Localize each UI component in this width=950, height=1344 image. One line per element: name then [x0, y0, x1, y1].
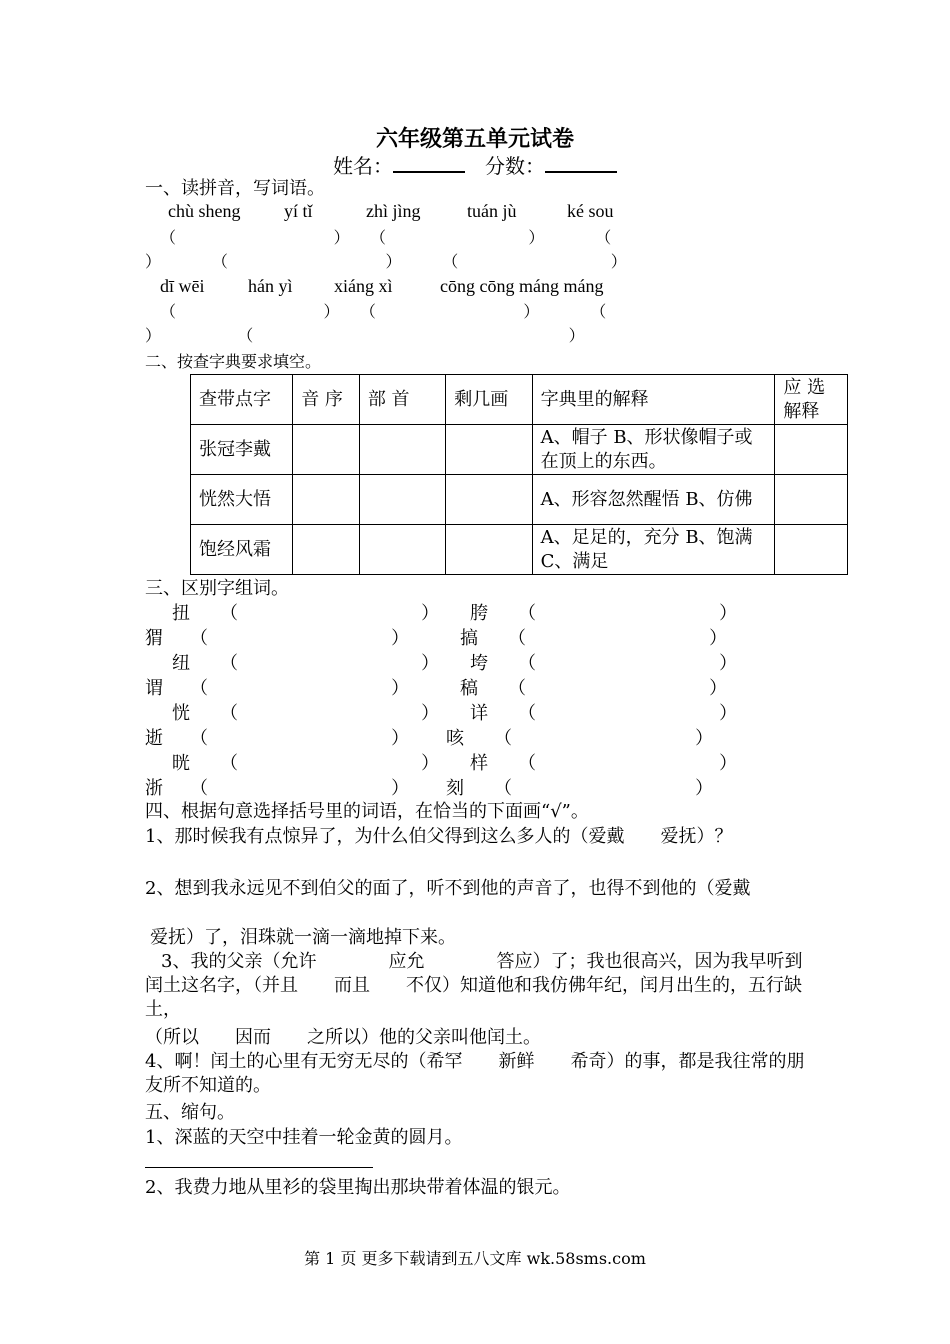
answer-brackets[interactable]: ） （ ）: [145, 326, 585, 345]
answer-brackets[interactable]: （ ）: [220, 703, 440, 724]
pinyin-item: cōng cōng máng máng: [440, 276, 604, 296]
question-1: 1、那时候我有点惊异了，为什么伯父得到这么多人的（爱戴 爱抚）？: [145, 826, 733, 847]
character: 搞: [460, 628, 478, 649]
answer-brackets[interactable]: （ ）: [190, 678, 410, 699]
answer-cell[interactable]: [359, 475, 445, 525]
character: 稿: [460, 678, 478, 699]
answer-cell[interactable]: [446, 425, 532, 475]
answer-cell[interactable]: [446, 525, 532, 575]
character: 咳: [446, 728, 464, 749]
answer-brackets[interactable]: （ ）: [518, 703, 738, 724]
answer-brackets[interactable]: ） （ ） （ ）: [145, 252, 627, 271]
character: 详: [470, 703, 488, 724]
answer-brackets[interactable]: （ ）: [508, 628, 728, 649]
answer-cell[interactable]: [775, 475, 848, 525]
answer-line[interactable]: [145, 1167, 373, 1168]
dictionary-table: [190, 374, 848, 575]
table-row: [191, 475, 848, 525]
question-3: 3、我的父亲（允许 应允 答应）了；我也很高兴，因为我早听到闰土这名字，（并且 而且 不仅）知道他和我仿佛年纪，闰月出生的，五行缺土，: [145, 951, 803, 1020]
answer-cell[interactable]: [293, 475, 360, 525]
table-word: 饱经风霜: [191, 525, 293, 575]
answer-brackets[interactable]: （ ）: [508, 678, 728, 699]
answer-cell[interactable]: [359, 525, 445, 575]
table-header-row: [191, 375, 848, 425]
section-4-heading: 四、根据句意选择括号里的词语，在恰当的下面画“√”。: [145, 801, 589, 822]
shorten-question-1: 1、深蓝的天空中挂着一轮金黄的圆月。: [145, 1127, 463, 1148]
answer-brackets[interactable]: （ ） （ ） （: [160, 302, 607, 321]
page-footer: 第 1 页 更多下载请到五八文库 wk.58sms.com: [304, 1249, 646, 1268]
table-row: [191, 525, 848, 575]
answer-cell[interactable]: [446, 475, 532, 525]
table-header: 音 序: [293, 375, 360, 425]
answer-brackets[interactable]: （ ）: [494, 728, 714, 749]
name-blank[interactable]: [393, 153, 465, 173]
pinyin-item: xiáng xì: [334, 276, 393, 296]
character: 刻: [446, 778, 464, 799]
shorten-question-2: 2、我费力地从里衫的袋里掏出那块带着体温的银元。: [145, 1177, 571, 1198]
pinyin-item: ké sou: [567, 201, 614, 221]
section-3-heading: 三、区别字组词。: [145, 578, 289, 599]
table-header: 应 选 解释: [775, 375, 848, 425]
answer-cell[interactable]: [293, 425, 360, 475]
character: 扭: [172, 603, 190, 624]
character: 恍: [172, 703, 190, 724]
table-explanation: A、帽子 B、形状像帽子或在顶上的东西。: [532, 425, 775, 475]
character: 胯: [470, 603, 488, 624]
answer-brackets[interactable]: （ ）: [190, 778, 410, 799]
answer-brackets[interactable]: （ ）: [220, 603, 440, 624]
pinyin-item: chù sheng: [168, 201, 241, 221]
character: 逝: [145, 728, 163, 749]
answer-brackets[interactable]: （ ）: [190, 728, 410, 749]
name-score-line: [0, 150, 950, 179]
answer-brackets[interactable]: （ ）: [220, 753, 440, 774]
answer-brackets[interactable]: （ ）: [518, 603, 738, 624]
table-header: 部 首: [359, 375, 445, 425]
character: 垮: [470, 653, 488, 674]
question-3-end: （所以 因而 之所以）他的父亲叫他闰土。: [145, 1027, 541, 1048]
answer-brackets[interactable]: （ ）: [190, 628, 410, 649]
answer-cell[interactable]: [775, 425, 848, 475]
answer-brackets[interactable]: （ ）: [518, 753, 738, 774]
table-row: [191, 425, 848, 475]
score-label: 分数：: [485, 154, 545, 178]
table-explanation: A、足足的，充分 B、饱满 C、满足: [532, 525, 775, 575]
character: 猬: [145, 628, 163, 649]
pinyin-item: yí tǐ: [284, 201, 313, 221]
pinyin-item: hán yì: [248, 276, 293, 296]
answer-brackets[interactable]: （ ） （ ） （: [160, 228, 612, 247]
answer-brackets[interactable]: （ ）: [220, 653, 440, 674]
table-word: 恍然大悟: [191, 475, 293, 525]
name-label: 姓名：: [333, 154, 393, 178]
score-blank[interactable]: [545, 153, 617, 173]
question-4: 4、啊！闰土的心里有无穷无尽的（希罕 新鲜 希奇）的事，都是我往常的朋友所不知道的。: [145, 1051, 805, 1096]
section-2-heading: 二、按查字典要求填空。: [145, 352, 322, 371]
answer-cell[interactable]: [293, 525, 360, 575]
pinyin-item: zhì jìng: [366, 201, 421, 221]
character: 样: [470, 753, 488, 774]
table-explanation: A、形容忽然醒悟 B、仿佛: [532, 475, 775, 525]
character: 浙: [145, 778, 163, 799]
character: 纽: [172, 653, 190, 674]
answer-cell[interactable]: [775, 525, 848, 575]
section-5-heading: 五、缩句。: [145, 1102, 235, 1123]
answer-brackets[interactable]: （ ）: [518, 653, 738, 674]
table-word: 张冠李戴: [191, 425, 293, 475]
table-header: 查带点字: [191, 375, 293, 425]
table-header: 剩几画: [446, 375, 532, 425]
section-1-heading: 一、读拼音，写词语。: [145, 178, 325, 199]
pinyin-item: tuán jù: [467, 201, 517, 221]
character: 晄: [172, 753, 190, 774]
question-2-line-2: 爱抚）了，泪珠就一滴一滴地掉下来。: [150, 927, 456, 948]
pinyin-item: dī wēi: [160, 276, 205, 296]
page-title: 六年级第五单元试卷: [375, 126, 574, 152]
answer-brackets[interactable]: （ ）: [494, 778, 714, 799]
question-2-line-1: 2、想到我永远见不到伯父的面了，听不到他的声音了，也得不到他的（爱戴: [145, 878, 751, 899]
table-header: 字典里的解释: [532, 375, 775, 425]
character: 谓: [145, 678, 163, 699]
answer-cell[interactable]: [359, 425, 445, 475]
